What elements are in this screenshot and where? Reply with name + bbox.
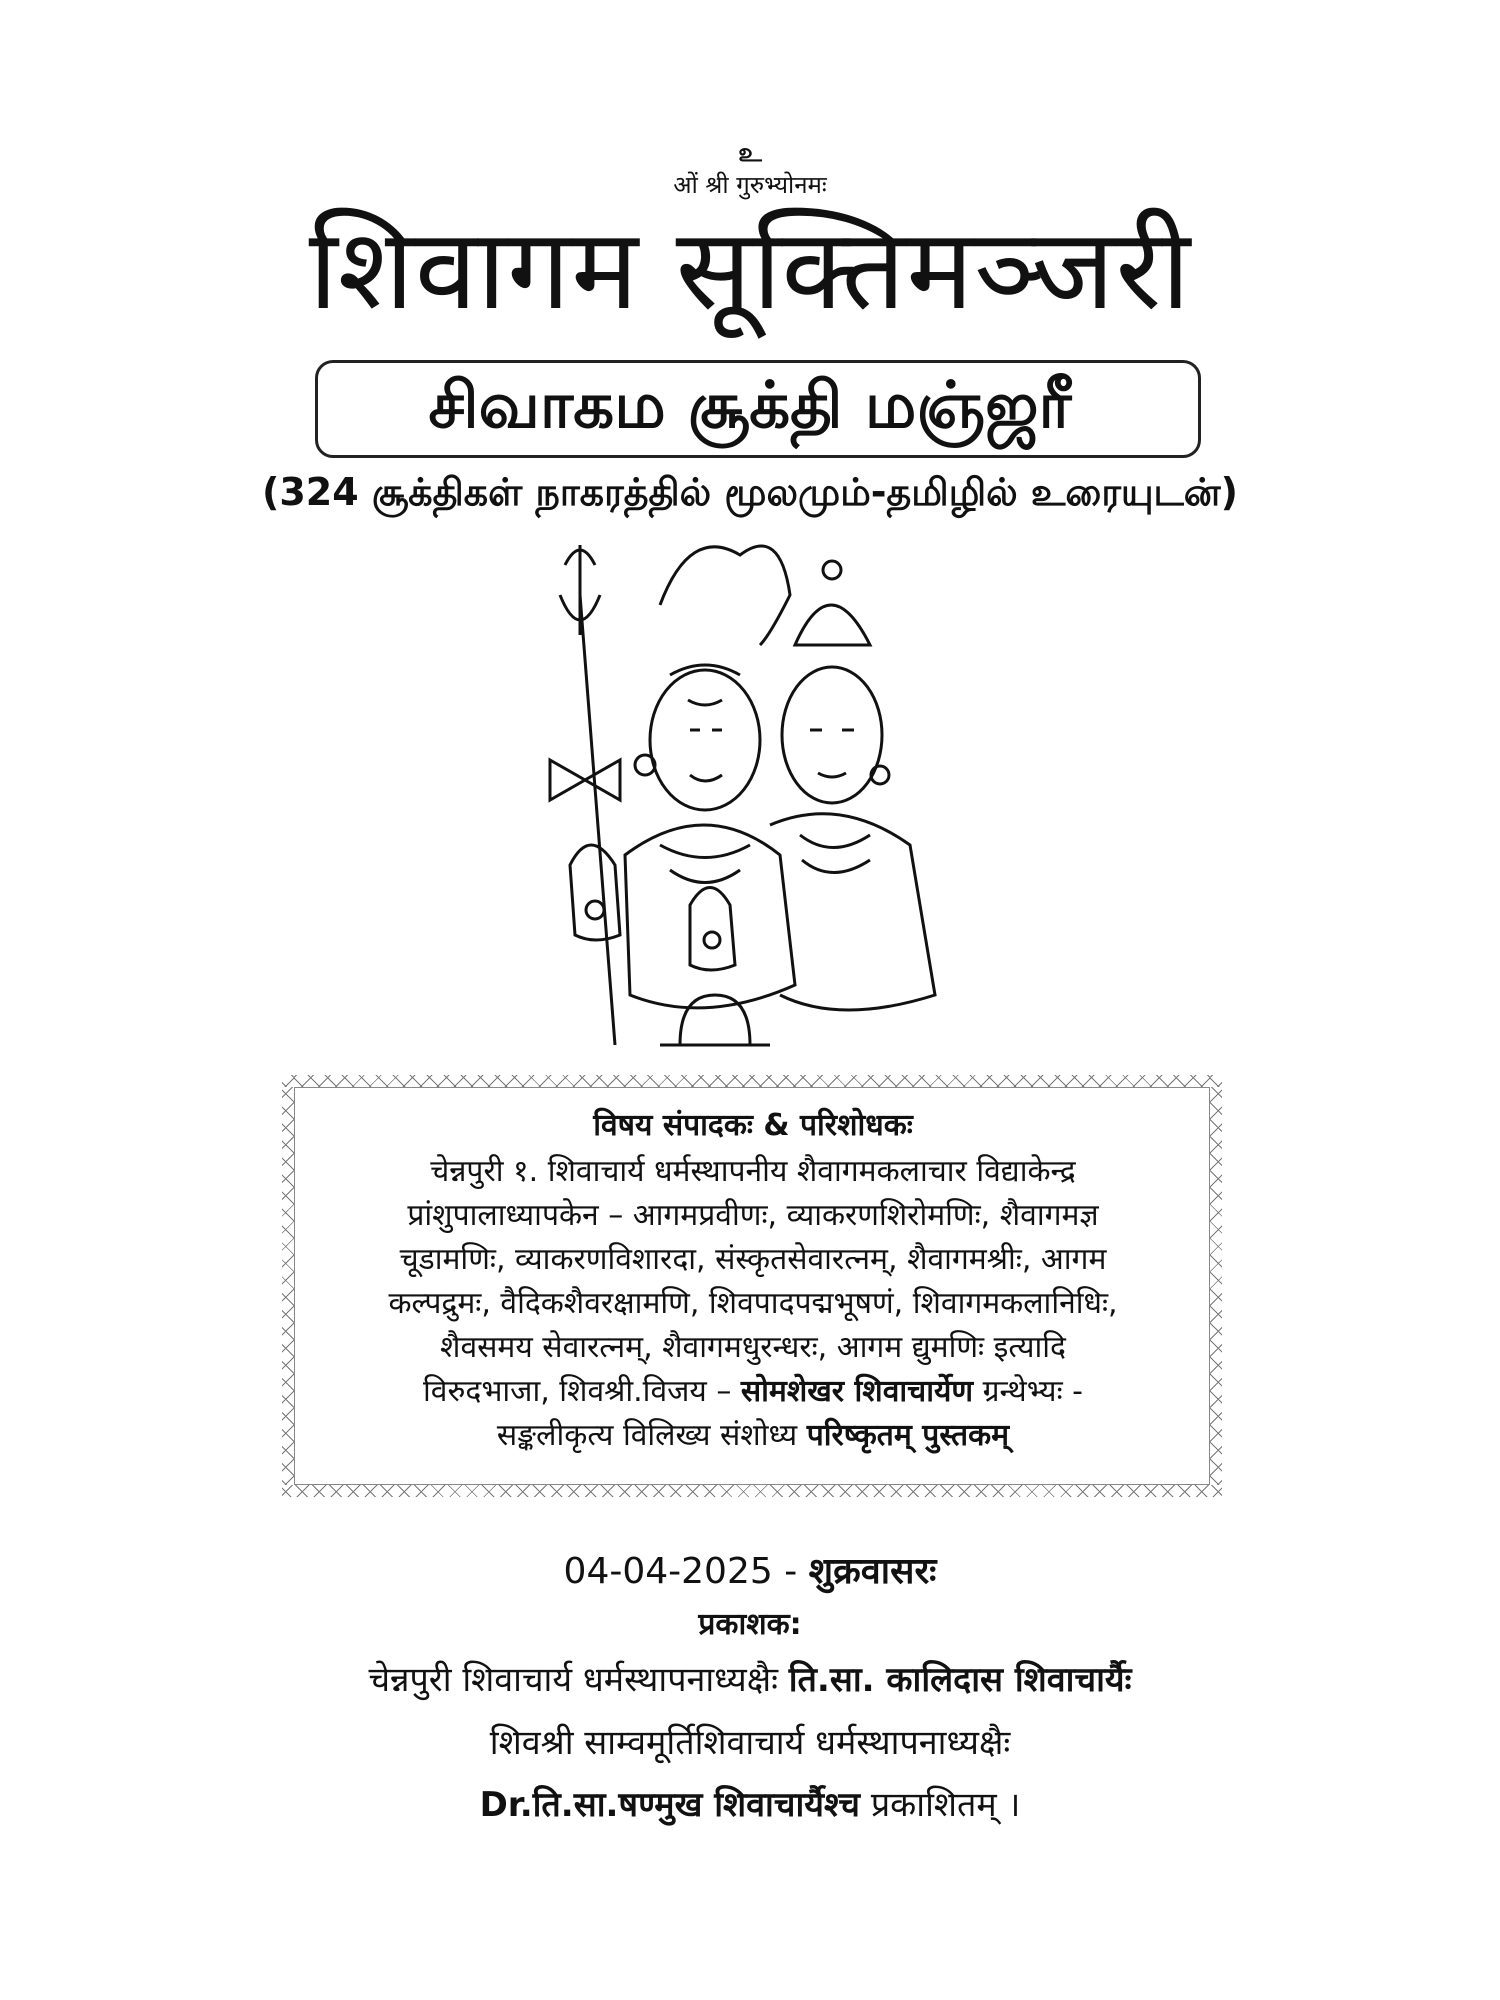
editor-line-6 [295,1372,1211,1412]
editor-line-6-prefix: विरुदभाजा, शिवश्री.विजय – [423,1374,741,1409]
date-line [0,1545,1500,1594]
editor-line-7-prefix: सङ्कलीकृत्य विलिख्य संशोध्य [496,1418,807,1453]
editor-line-4: कल्पद्रुमः, वैदिकशैवरक्षामणि, शिवपादपद्मभूषणं, शिवागमकलानिधिः, [388,1286,1118,1321]
title-tamil: சிவாகம சூக்தி மஞ்ஜரீ [428,369,1072,443]
invocation: ओं श्री गुरुभ्योनमः [673,171,827,199]
publisher-line-1-prefix: चेन्नपुरी शिवाचार्य धर्मस्थापनाध्यक्षैः [368,1660,789,1700]
editor-line-1: चेन्नपुरी १. शिवाचार्य धर्मस्थापनीय शैवागमकलाचार विद्याकेन्द्र [430,1154,1076,1189]
shiva-parvati-illustration [540,525,960,1055]
publisher-line-1 [0,1655,1500,1701]
editor-line-7-bold: परिष्कृतम् पुस्तकम् [806,1418,1010,1453]
publisher-name-2: Dr.ति.सा.षण्मुख शिवाचार्यैश्च [479,1785,861,1825]
editor-heading: विषय संपादकः & परिशोधकः [593,1108,913,1143]
editor-name: सोमशेखर शिवाचार्येण [740,1374,974,1409]
editor-line-3: चूडामणिः, व्याकरणविशारदा, संस्कृतसेवारत्नम्, शैवागमश्रीः, आगम [399,1242,1107,1277]
page-number: உ [738,138,762,168]
editor-credit-content [294,1087,1210,1485]
date: 04-04-2025 - [563,1551,809,1592]
publisher-name-1: ति.सा. कालिदास शिवाचार्यैः [788,1660,1132,1700]
subtitle: (324 சூக்திகள் நாகரத்தில் மூலமும்-தமிழில் உரையுடன்) [262,470,1238,514]
publisher-line-2: शिवश्री साम्वमूर्तिशिवाचार्य धर्मस्थापनाध्यक्षैः [489,1723,1011,1763]
editor-line-5: शैवसमय सेवारत्नम्, शैवागमधुरन्धरः, आगम द्युमणिः इत्यादि [440,1330,1066,1365]
publisher-label: प्रकाशक: [698,1607,802,1642]
editor-line-2: प्रांशुपालाध्यापकेन – आगमप्रवीणः, व्याकरणशिरोमणिः, शैवागमज्ञ [407,1198,1099,1233]
publisher-line-3 [0,1780,1500,1826]
title-sanskrit: शिवागम सूक्तिमञ्जरी [308,205,1192,335]
editor-line-7 [295,1416,1211,1456]
editor-line-6-suffix: ग्रन्थेभ्यः - [973,1374,1083,1409]
publisher-line-3-suffix: प्रकाशितम् । [860,1785,1021,1825]
editor-credit-box [282,1075,1222,1497]
weekday: शुक्रवासरः [808,1551,937,1592]
